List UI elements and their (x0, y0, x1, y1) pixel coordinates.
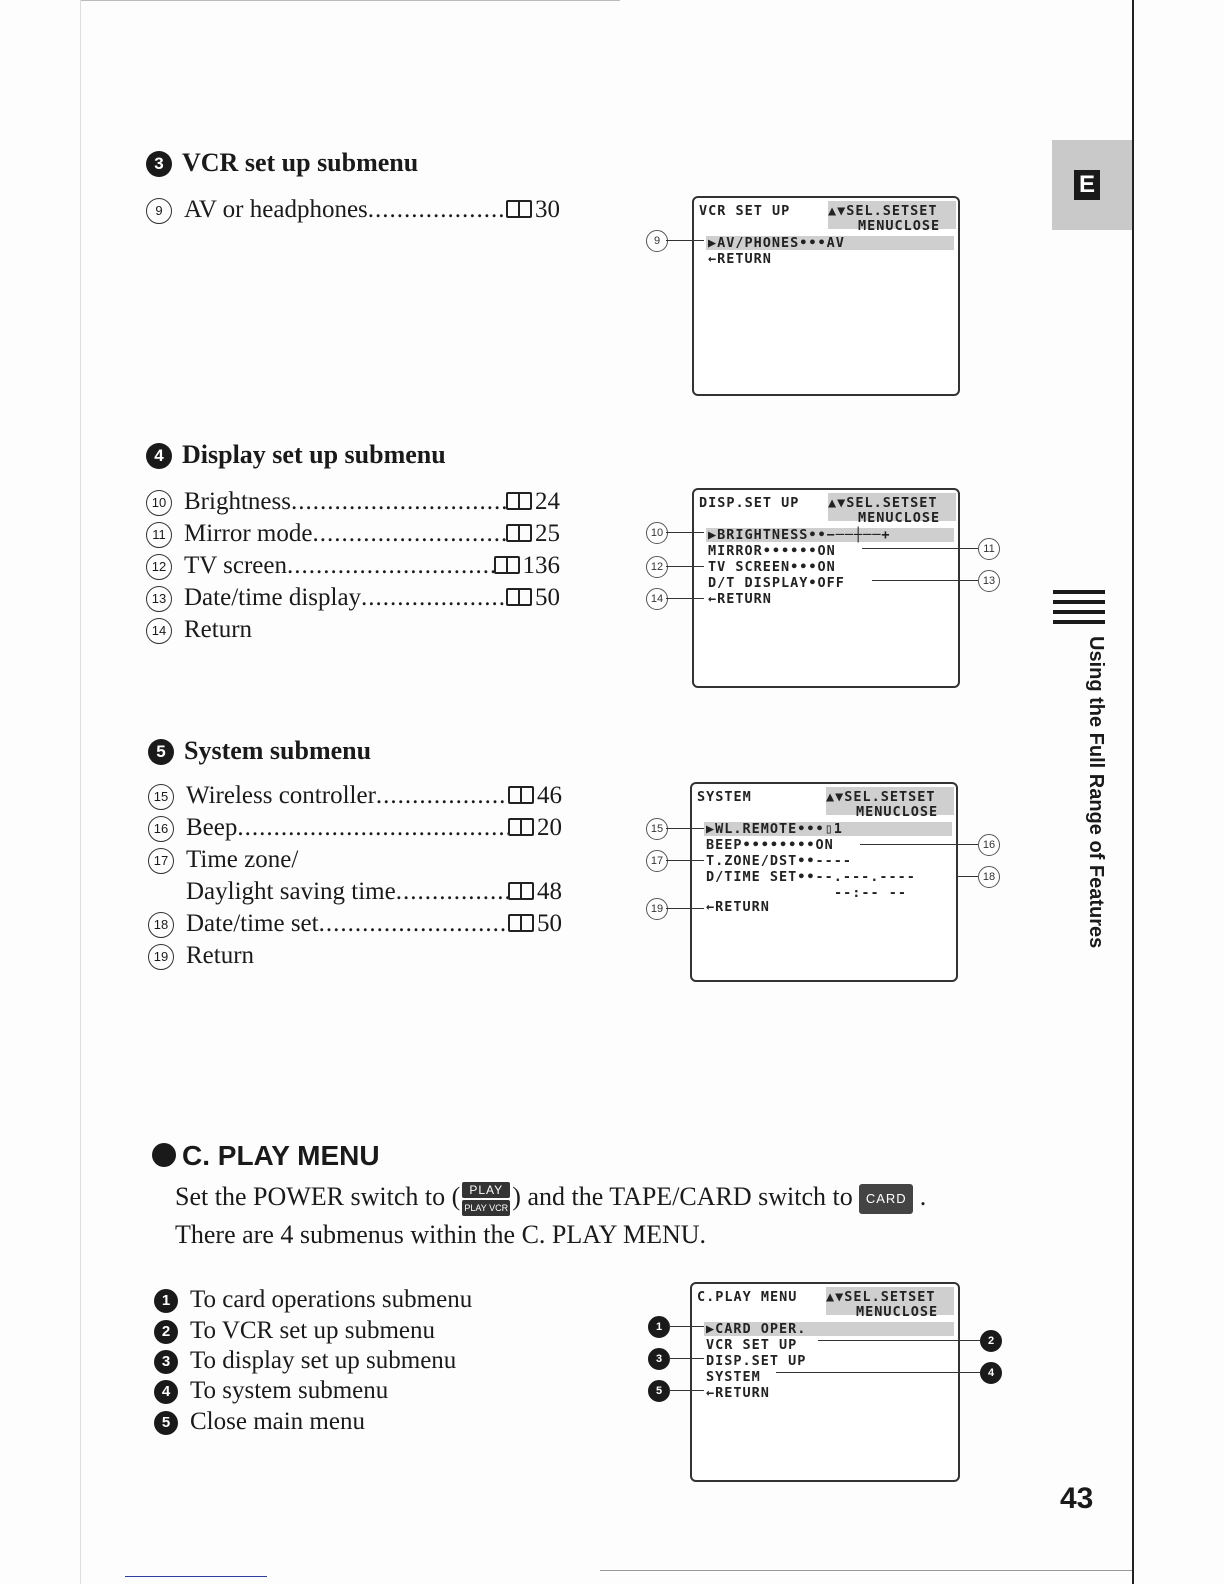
bottom-rule-gray (600, 1570, 1132, 1571)
callout: 10 (646, 522, 668, 544)
side-bars (1053, 590, 1105, 630)
callout: 19 (646, 898, 668, 920)
section4-heading: 4 Display set up submenu (146, 440, 446, 470)
list-item: 18 Date/time set ..... 50 (148, 910, 562, 940)
callout: 2 (980, 1330, 1002, 1352)
book-icon (508, 914, 534, 932)
list-item: 17 Time zone/ (148, 846, 298, 876)
list-item: 10 Brightness ..... 24 (146, 488, 560, 518)
book-icon (506, 200, 532, 218)
list-item: Daylight saving time ..... 48 (186, 878, 562, 906)
list-item: 4 To system submenu (154, 1377, 388, 1405)
callout: 18 (978, 866, 1000, 888)
list-item: 9 AV or headphones ..... 30 (146, 196, 560, 226)
list-item: 19 Return (148, 942, 254, 972)
callout: 12 (646, 556, 668, 578)
list-item: 11 Mirror mode ..... 25 (146, 520, 560, 550)
system-screen: SYSTEM ▲▼SEL.SETSET MENUCLOSE ▶WL.REMOTE•••▯1 BEEP••••••••ON T.ZONE/DST••---- D/TIME SET••--.---.---- --:-- -- ←RETURN (690, 782, 958, 982)
book-icon (506, 524, 532, 542)
list-item: 3 To display set up submenu (154, 1347, 456, 1375)
left-rule (80, 0, 81, 1584)
list-item: 16 Beep ..... 20 (148, 814, 562, 844)
callout: 15 (646, 818, 668, 840)
list-item: 15 Wireless controller ..... 46 (148, 782, 562, 812)
book-icon (508, 882, 534, 900)
list-item: 2 To VCR set up submenu (154, 1317, 435, 1345)
cplay-paragraph-2: There are 4 submenus within the C. PLAY MENU. (175, 1220, 707, 1249)
right-rule (1132, 0, 1134, 1584)
callout: 17 (646, 850, 668, 872)
list-item: 5 Close main menu (154, 1408, 365, 1436)
play-switch-icon: PLAY PLAY VCR (460, 1182, 512, 1216)
cplay-menu-screen: C.PLAY MENU ▲▼SEL.SETSET MENUCLOSE ▶CARD OPER. VCR SET UP DISP.SET UP SYSTEM ←RETURN (690, 1282, 960, 1482)
disp-setup-screen: DISP.SET UP ▲▼SEL.SETSET MENUCLOSE ▶BRIGHTNESS••−──┼──+ MIRROR••••••ON TV SCREEN•••ON D/T DISPLAY•OFF ←RETURN (692, 488, 960, 688)
list-item: 1 To card operations submenu (154, 1286, 472, 1314)
callout: 1 (648, 1316, 670, 1338)
vcr-setup-screen: VCR SET UP ▲▼SEL.SETSET MENUCLOSE ▶AV/PHONES•••AV ←RETURN (692, 196, 960, 396)
callout: 4 (980, 1362, 1002, 1384)
section5-heading: 5 System submenu (148, 736, 371, 766)
list-item: 12 TV screen ..... 136 (146, 552, 560, 582)
book-icon (506, 588, 532, 606)
bullet-icon (152, 1143, 176, 1167)
callout: 5 (648, 1380, 670, 1402)
section3-heading: 3 VCR set up submenu (146, 148, 418, 178)
book-icon (508, 818, 534, 836)
callout: 3 (648, 1348, 670, 1370)
side-label: Using the Full Range of Features (1085, 636, 1107, 949)
book-icon (508, 786, 534, 804)
section-tab (1052, 140, 1132, 230)
section-letter: E (1074, 170, 1100, 200)
cplay-paragraph-1: Set the POWER switch to ( PLAY PLAY VCR ) and the TAPE/CARD switch to CARD . (175, 1182, 926, 1216)
callout: 13 (978, 570, 1000, 592)
bottom-rule-blue (125, 1576, 267, 1577)
callout: 11 (978, 538, 1000, 560)
page-number: 43 (1060, 1482, 1094, 1515)
book-icon (506, 492, 532, 510)
list-item: 13 Date/time display ..... 50 (146, 584, 560, 614)
list-item: 14 Return (146, 616, 252, 646)
callout: 16 (978, 834, 1000, 856)
callout: 14 (646, 588, 668, 610)
top-rule (80, 0, 620, 1)
callout: 9 (646, 230, 668, 252)
book-icon (494, 556, 520, 574)
cplay-title: C. PLAY MENU (152, 1140, 380, 1172)
card-switch-icon: CARD (859, 1184, 913, 1214)
